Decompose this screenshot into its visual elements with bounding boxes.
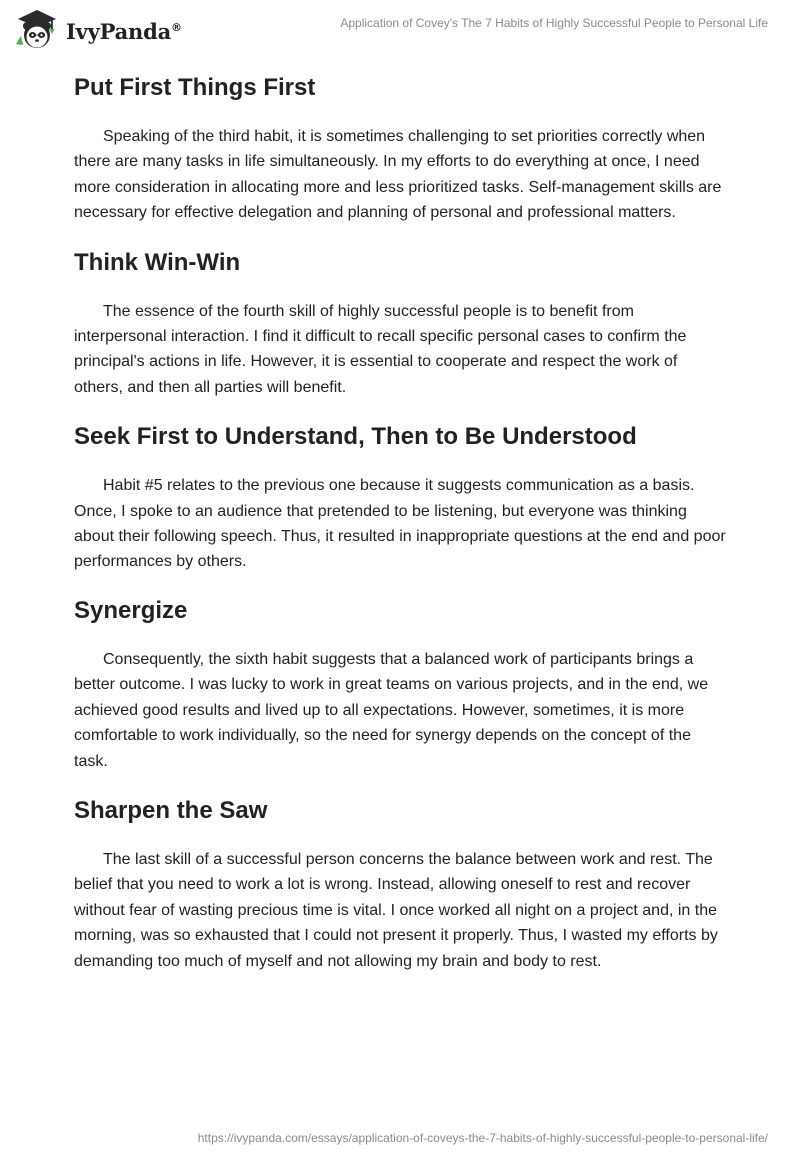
- panda-graduation-cap-icon: [14, 6, 60, 52]
- section-paragraph: Consequently, the sixth habit suggests that a balanced work of participants brings a better outcome. I was lucky to work in great teams on various projects, and in the end, we achieved good results and lived up to all expectations. However, sometimes, it is more comfortable to work individually, so the need for synergy depends on the concept of the task.: [74, 650, 709, 770]
- section-heading: Think Win-Win: [74, 248, 241, 276]
- brand-logo[interactable]: [14, 6, 182, 52]
- section-paragraph: The essence of the fourth skill of highly successful people is to benefit from interpersonal interaction. I find it difficult to recall specific personal cases to confirm the principal's actions in life. However, it is essential to cooperate and respect the work of others, and then all parties will benefit.: [74, 302, 687, 396]
- essay-body: [74, 70, 728, 974]
- document-title: Application of Covey's The 7 Habits of Highly Successful People to Personal Life: [340, 16, 768, 30]
- section-sharpen-the-saw: [74, 793, 728, 974]
- brand-name: IvyPanda®: [66, 18, 182, 44]
- section-paragraph: Habit #5 relates to the previous one because it suggests communication as a basis. Once, I spoke to an audience that pretended to be listening, but everyone was thinking about their following speech. Thus, it resulted in inappropriate questions at the end and poor performances by others.: [74, 477, 726, 571]
- section-paragraph: The last skill of a successful person concerns the balance between work and rest. The belief that you need to work a lot is wrong. Instead, allowing oneself to rest and recover without fear of wasting precious time is vital. I once worked all night on a project and, in the morning, was so exhausted that I could not present it properly. Thus, I wasted my efforts by demanding too much of myself and not allowing my brain and body to rest.: [74, 850, 718, 970]
- section-seek-first-to-understand: [74, 419, 728, 575]
- section-synergize: [74, 593, 728, 774]
- section-think-win-win: [74, 245, 728, 401]
- section-heading: Synergize: [74, 596, 188, 624]
- section-put-first-things-first: [74, 70, 728, 226]
- source-url[interactable]: https://ivypanda.com/essays/application-of-coveys-the-7-habits-of-highly-successful-people-to-personal-life/: [197, 1131, 768, 1145]
- section-paragraph: Speaking of the third habit, it is sometimes challenging to set priorities correctly when there are many tasks in life simultaneously. In my efforts to do everything at once, I need more consideration in allocating more and less prioritized tasks. Self-management skills are necessary for effective delegation and planning of personal and professional matters.: [74, 128, 722, 222]
- section-heading: Sharpen the Saw: [74, 796, 268, 824]
- page-header: [0, 0, 800, 60]
- section-heading: Put First Things First: [74, 74, 316, 101]
- section-heading: Seek First to Understand, Then to Be Understood: [74, 423, 637, 451]
